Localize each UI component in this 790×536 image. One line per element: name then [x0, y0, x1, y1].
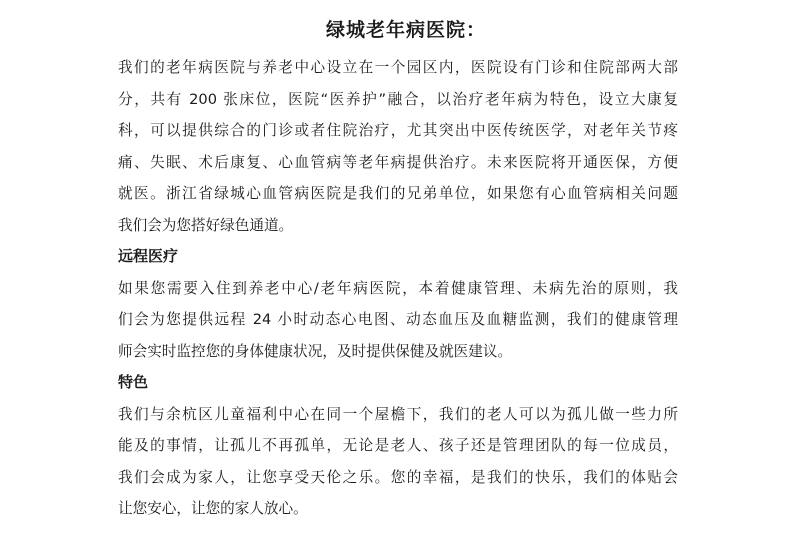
paragraph-line: 痛、失眠、术后康复、心血管病等老年病提供治疗。未来医院将开通医保，方便 [118, 153, 678, 171]
section-heading-remote-care: 远程医疗 [118, 247, 179, 265]
document-title: 绿城老年病医院： [325, 19, 486, 41]
paragraph-line: 们会为您提供远程 24 小时动态心电图、动态血压及血糖监测，我们的健康管理 [118, 311, 678, 328]
paragraph-line: 就医。浙江省绿城心血管病医院是我们的兄弟单位，如果您有心血管病相关问题 [118, 185, 678, 202]
paragraph-line: 我们会为您搭好绿色通道。 [118, 216, 294, 234]
paragraph-line: 分，共有 200 张床位，医院“医养护”融合，以治疗老年病为特色，设立大康复 [118, 90, 678, 108]
paragraph-line: 我们的老年病医院与养老中心设立在一个园区内，医院设有门诊和住院部两大部 [118, 59, 678, 76]
intro-section [118, 52, 678, 241]
document [118, 14, 678, 525]
remote-care-paragraph [118, 273, 678, 368]
paragraph-line: 师会实时监控您的身体健康状况，及时提供保健及就医建议。 [118, 342, 513, 360]
paragraph-line: 我们会成为家人，让您享受天伦之乐。您的幸福，是我们的快乐，我们的体贴会 [118, 468, 678, 486]
paragraph-line: 如果您需要入住到养老中心/老年病医院，本着健康管理、未病先治的原则，我 [118, 279, 678, 297]
paragraph-line: 我们与余杭区儿童福利中心在同一个屋檐下，我们的老人可以为孤儿做一些力所 [118, 405, 678, 423]
features-section [118, 367, 678, 525]
intro-paragraph [118, 52, 678, 241]
remote-care-section [118, 241, 678, 367]
features-paragraph [118, 399, 678, 525]
section-heading-features: 特色 [118, 373, 149, 391]
paragraph-line: 让您安心，让您的家人放心。 [118, 500, 308, 517]
paragraph-line: 科，可以提供综合的门诊或者住院治疗，尤其突出中医传统医学，对老年关节疼 [118, 122, 678, 139]
paragraph-line: 能及的事情，让孤儿不再孤单，无论是老人、孩子还是管理团队的每一位成员， [118, 437, 678, 454]
